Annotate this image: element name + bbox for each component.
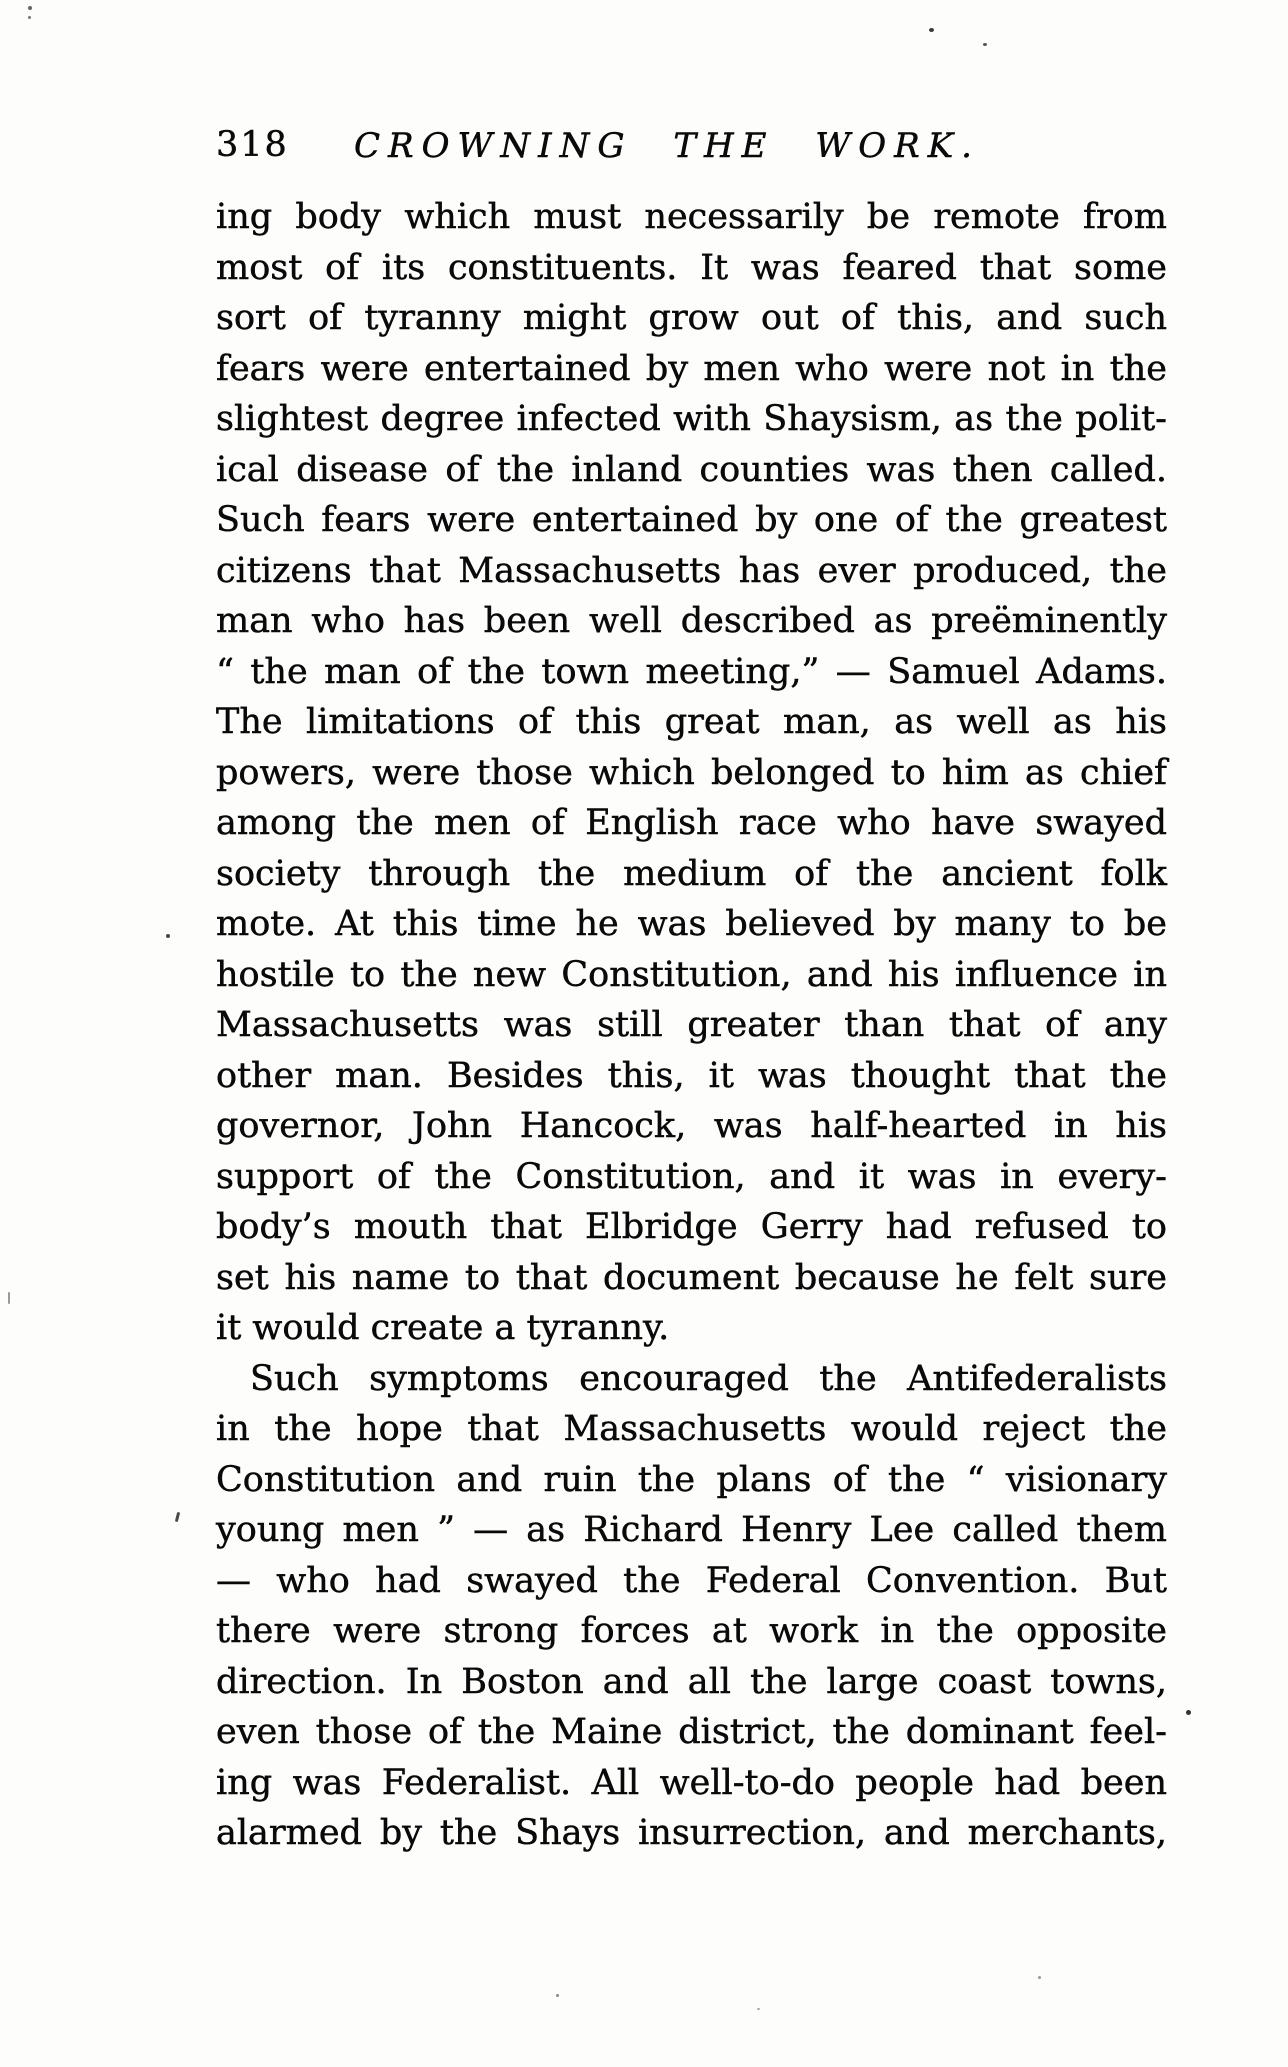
text-line: citizens that Massachusetts has ever produced, the [216, 550, 1167, 591]
scan-speck [28, 6, 32, 10]
scan-speck [175, 1512, 180, 1522]
text-line: alarmed by the Shays insurrection, and merchants, [216, 1813, 1167, 1853]
text-line: slightest degree infected with Shaysism, as the polit- [216, 399, 1167, 439]
running-header: CROWNING THE WORK. [354, 126, 980, 166]
text-line: direction. In Boston and all the large coast towns, [216, 1661, 1167, 1702]
scan-speck [8, 1292, 10, 1304]
text-line: — who had swayed the Federal Convention. But [216, 1560, 1167, 1601]
scan-speck [1038, 1976, 1041, 1979]
scan-speck [556, 1994, 559, 1997]
scan-speck [1186, 1710, 1191, 1715]
text-line: Constitution and ruin the plans of the “ visionary [216, 1459, 1167, 1500]
text-line: it would create a tyranny. [216, 1308, 670, 1348]
text-line: set his name to that document because he felt sure [216, 1257, 1167, 1298]
text-line: ing body which must necessarily be remote from [216, 197, 1167, 237]
text-line: powers, were those which belonged to him as chief [216, 752, 1167, 793]
text-line: most of its constituents. It was feared that some [216, 247, 1167, 288]
text-line: mote. At this time he was believed by many to be [216, 904, 1167, 944]
text-line: The limitations of this great man, as well as his [216, 702, 1167, 742]
text-line: Massachusetts was still greater than that of any [216, 1005, 1167, 1045]
text-line: ing was Federalist. All well-to-do people had been [216, 1762, 1167, 1803]
text-line: there were strong forces at work in the opposite [216, 1611, 1167, 1651]
text-line: among the men of English race who have swayed [216, 803, 1167, 843]
scan-speck [757, 2008, 760, 2010]
page-body [216, 192, 1167, 1859]
scan-speck [983, 43, 987, 46]
text-line: support of the Constitution, and it was in every- [216, 1156, 1167, 1197]
page-header [216, 127, 1167, 165]
text-line: other man. Besides this, it was thought that the [216, 1055, 1167, 1096]
text-line: Such fears were entertained by one of the greatest [216, 500, 1167, 540]
text-line: governor, John Hancock, was half-hearted in his [216, 1106, 1167, 1146]
text-line: even those of the Maine district, the dominant feel- [216, 1712, 1167, 1752]
text-line: “ the man of the town meeting,” — Samuel Adams. [216, 651, 1167, 692]
scan-speck [929, 28, 934, 32]
text-line: hostile to the new Constitution, and his influence in [216, 954, 1167, 995]
text-line: fears were entertained by men who were not in the [216, 348, 1167, 389]
text-line: in the hope that Massachusetts would reject the [216, 1409, 1167, 1449]
text-line: sort of tyranny might grow out of this, and such [216, 298, 1167, 338]
text-line: ical disease of the inland counties was then called. [216, 449, 1167, 490]
text-line: society through the medium of the ancient folk [216, 853, 1167, 894]
scan-speck [166, 934, 170, 938]
text-line: Such symptoms encouraged the Antifederalists [250, 1358, 1167, 1399]
text-line: man who has been well described as preëminently [216, 601, 1167, 641]
page-number: 318 [216, 125, 289, 165]
text-line: young men ” — as Richard Henry Lee called them [216, 1510, 1167, 1550]
text-line: body’s mouth that Elbridge Gerry had refused to [216, 1207, 1167, 1247]
scan-speck [28, 16, 31, 19]
